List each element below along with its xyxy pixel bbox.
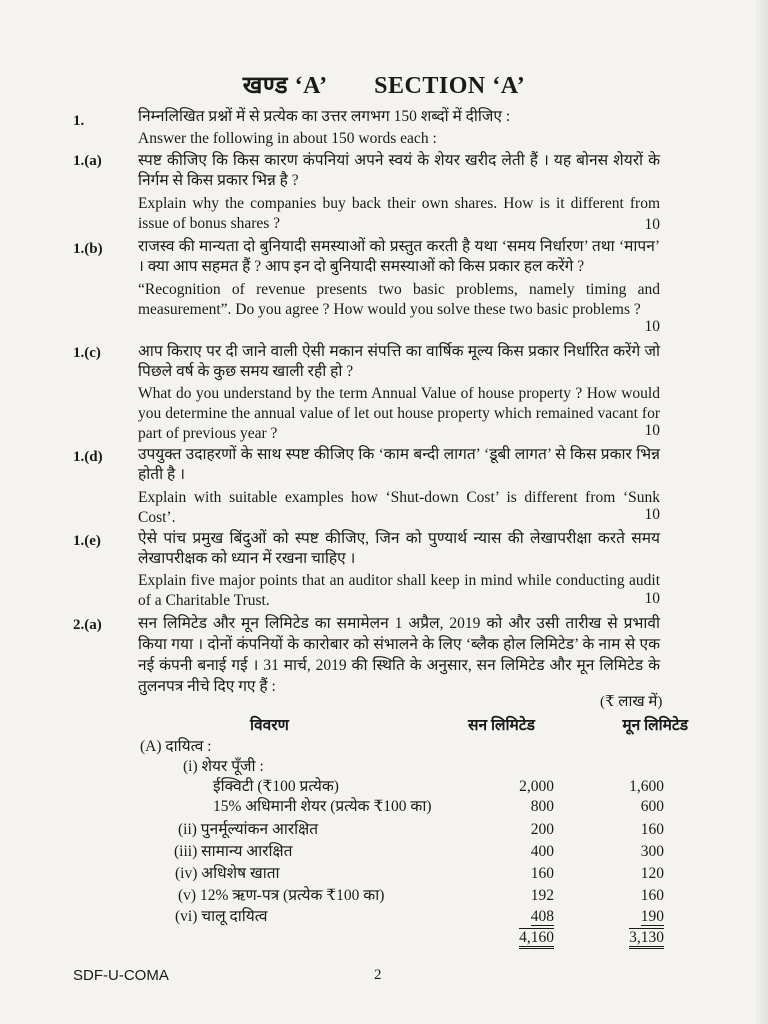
table-cell-moon: 160	[640, 887, 664, 904]
question-hindi-text: स्पष्ट कीजिए कि किस कारण कंपनियां अपने स्वयं के शेयर खरीद लेती हैं । यह बोनस शेयरों के निर्गम से किस प्रकार भिन्न है ?	[138, 152, 660, 189]
table-row-label: 15% अधिमानी शेयर (प्रत्येक ₹100 का)	[213, 798, 432, 815]
marks-label: 10	[644, 422, 660, 439]
question-number: 1.(e)	[73, 533, 101, 549]
question-hindi-text: ऐसे पांच प्रमुख बिंदुओं को स्पष्ट कीजिए, जिन को पुण्यार्थ न्यास की लेखापरीक्षा करते समय लेखापरीक्षक को ध्यान में रखना चाहिए ।	[138, 530, 660, 567]
table-row-label: (i) शेयर पूँजी :	[183, 758, 264, 775]
table-cell-sun: 160	[530, 865, 554, 882]
table-row-label: (iv) अधिशेष खाता	[175, 865, 280, 882]
question-english-text: Explain why the companies buy back their own shares. How is it different from issue of bonus shares ?	[138, 195, 660, 232]
table-cell-moon: 120	[640, 865, 664, 882]
table-total-moon	[578, 928, 664, 948]
table-row-label: (iii) सामान्य आरक्षित	[174, 843, 293, 860]
table-total-value: 4,160	[519, 928, 554, 949]
table-cell-sun	[468, 907, 554, 927]
table-row-label: (vi) चालू दायित्व	[175, 908, 268, 925]
question-number: 1.(a)	[73, 153, 102, 169]
question-hindi-text: सन लिमिटेड और मून लिमिटेड का समामेलन 1 अप्रैल, 2019 को और उसी तारीख से प्रभावी किया गया । दोनों कंपनियों के कारोबार को संभालने के लिए ‘ब्लैक होल लिमिटेड’ के नाम से एक नई कंपनी बनाई गई । 31 मार्च, 2019 की स्थिति के अनुसार, सन लिमिटेड और मून लिमिटेड के तुलनपत्र नीचे दिए गए हैं :	[138, 615, 660, 695]
marks-label: 10	[644, 216, 660, 233]
question-hindi-text: राजस्व की मान्यता दो बुनियादी समस्याओं को प्रस्तुत करती है यथा ‘समय निर्धारण’ तथा ‘मापन’ । क्या आप सहमत हैं ? आप इन दो बुनियादी समस्याओं को किस प्रकार हल करेंगे ?	[138, 238, 660, 275]
question-english-text: Answer the following in about 150 words each :	[138, 130, 437, 147]
section-title-english: SECTION ‘A’	[374, 73, 526, 99]
page-number: 2	[374, 967, 382, 983]
marks-label: 10	[644, 506, 660, 523]
marks-label: 10	[644, 590, 660, 607]
table-cell-moon: 300	[640, 843, 664, 860]
table-header-moon-ltd: मून लिमिटेड	[622, 717, 688, 734]
question-number: 1.(b)	[73, 241, 103, 257]
table-header-sun-ltd: सन लिमिटेड	[468, 717, 535, 734]
table-row-label: ईक्विटी (₹100 प्रत्येक)	[213, 778, 339, 795]
question-english-text: What do you understand by the term Annual Value of house property ? How would you determine the annual value of let out house property which remained vacant for part of previous year ?	[138, 385, 660, 442]
table-cell-sun: 192	[530, 887, 554, 904]
question-hindi-text: निम्नलिखित प्रश्नों में से प्रत्येक का उत्तर लगभग 150 शब्दों में दीजिए :	[138, 108, 511, 125]
question-english-text: Explain five major points that an auditor shall keep in mind while conducting audit of a Charitable Trust.	[138, 572, 660, 609]
question-english-text: “Recognition of revenue presents two basic problems, namely timing and measurement”. Do you agree ? How would you solve these two basic problems ?	[138, 281, 660, 318]
table-section-label: (A) दायित्व :	[140, 738, 212, 755]
question-number: 1.(c)	[73, 345, 101, 361]
table-cell-sun: 400	[530, 843, 554, 860]
table-cell-moon	[578, 907, 664, 927]
table-cell-moon: 160	[640, 821, 664, 838]
table-unit-label: (₹ लाख में)	[600, 694, 663, 710]
table-row-label: (v) 12% ऋण-पत्र (प्रत्येक ₹100 का)	[178, 887, 385, 904]
table-row-label: (ii) पुनर्मूल्यांकन आरक्षित	[178, 821, 319, 838]
question-number: 1.	[73, 113, 85, 129]
paper-code: SDF-U-COMA	[73, 967, 169, 984]
table-cell-sun: 200	[530, 821, 554, 838]
table-total-sun	[468, 928, 554, 948]
table-cell-moon: 600	[640, 798, 664, 815]
section-title-hindi: खण्ड ‘A’	[242, 73, 328, 99]
scan-shadow	[754, 0, 768, 1024]
table-cell-sun: 800	[530, 798, 554, 815]
table-cell-value: 190	[640, 908, 664, 925]
question-english-text: Explain with suitable examples how ‘Shut-down Cost’ is different from ‘Sunk Cost’.	[138, 489, 660, 526]
section-heading	[0, 68, 768, 101]
table-total-value: 3,130	[629, 928, 664, 949]
question-number: 1.(d)	[73, 449, 103, 465]
table-header-particulars: विवरण	[250, 717, 289, 734]
marks-label: 10	[644, 318, 660, 335]
question-hindi-text: उपयुक्त उदाहरणों के साथ स्पष्ट कीजिए कि ‘काम बन्दी लागत’ ‘डूबी लागत’ से किस प्रकार भिन्न होती है ।	[138, 446, 660, 483]
question-hindi-text: आप किराए पर दी जाने वाली ऐसी मकान संपत्ति का वार्षिक मूल्य किस प्रकार निर्धारित करेंगे जो पिछले वर्ष के कुछ समय खाली रही हो ?	[138, 343, 660, 380]
question-number: 2.(a)	[73, 617, 102, 633]
table-cell-value: 408	[530, 908, 554, 925]
table-cell-moon: 1,600	[629, 778, 664, 795]
table-cell-sun: 2,000	[519, 778, 554, 795]
